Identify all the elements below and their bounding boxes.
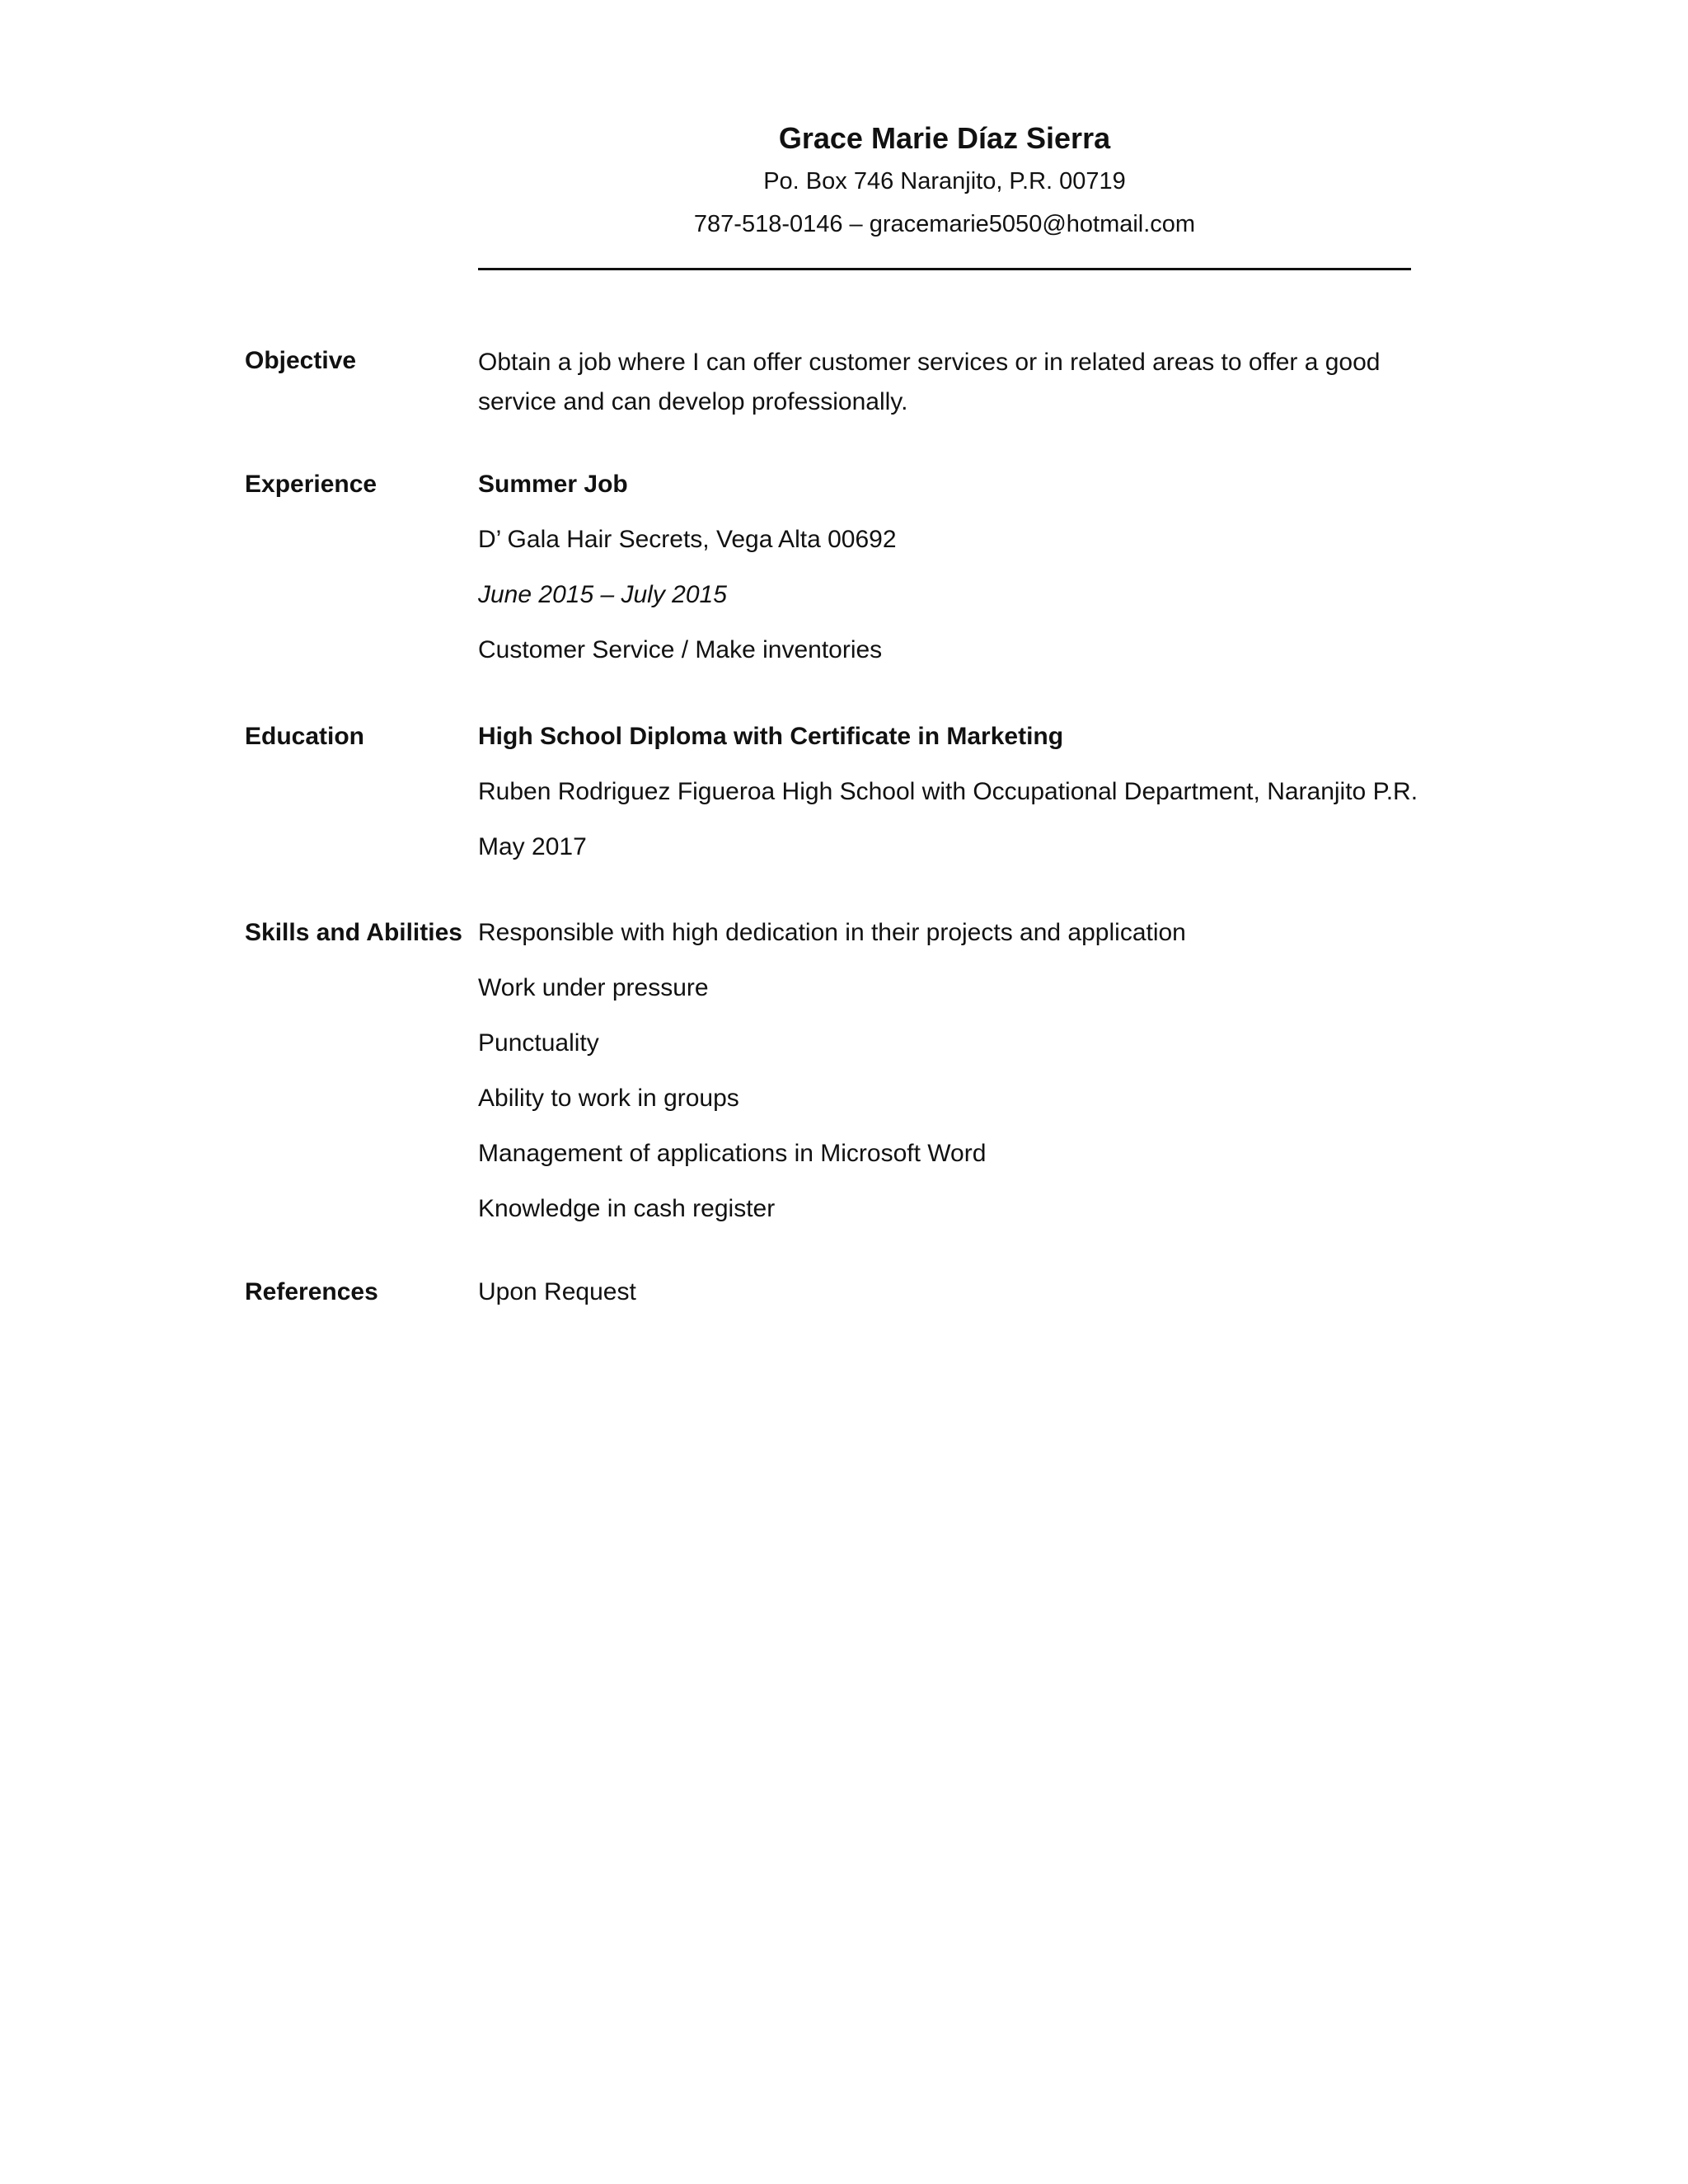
skill-item: Responsible with high dedication in their projects and application xyxy=(478,919,1186,946)
job-employer: D’ Gala Hair Secrets, Vega Alta 00692 xyxy=(478,526,897,553)
education-label: Education xyxy=(245,723,365,750)
applicant-address: Po. Box 746 Naranjito, P.R. 00719 xyxy=(763,168,1126,194)
education-degree: High School Diploma with Certificate in Marketing xyxy=(478,723,1064,750)
job-title: Summer Job xyxy=(478,471,628,498)
education-school: Ruben Rodriguez Figueroa High School with Occupational Department, Naranjito P.R. xyxy=(478,778,1418,805)
objective-label: Objective xyxy=(245,347,357,374)
resume-header xyxy=(478,117,1411,246)
objective-text: Obtain a job where I can offer customer services or in related areas to offer a good service and can develop professionally. xyxy=(478,349,1381,415)
header-divider xyxy=(478,268,1411,270)
skill-item: Work under pressure xyxy=(478,974,709,1001)
experience-label: Experience xyxy=(245,471,377,498)
skill-item: Punctuality xyxy=(478,1029,599,1057)
skill-item: Management of applications in Microsoft Word xyxy=(478,1140,987,1167)
job-duties: Customer Service / Make inventories xyxy=(478,636,883,663)
skill-item: Knowledge in cash register xyxy=(478,1195,776,1222)
references-label: References xyxy=(245,1278,378,1305)
references-text: Upon Request xyxy=(478,1278,636,1305)
skills-label: Skills and Abilities xyxy=(245,919,462,946)
education-content xyxy=(478,719,1418,884)
education-date: May 2017 xyxy=(478,833,587,860)
applicant-contact: 787-518-0146 – gracemarie5050@hotmail.com xyxy=(693,211,1196,237)
objective-content xyxy=(478,343,1415,422)
skills-list xyxy=(478,915,1415,1246)
applicant-name: Grace Marie Díaz Sierra xyxy=(778,121,1111,155)
references-content xyxy=(478,1274,1415,1329)
experience-content xyxy=(478,466,1415,687)
skill-item: Ability to work in groups xyxy=(478,1085,739,1112)
job-dates: June 2015 – July 2015 xyxy=(478,581,727,608)
